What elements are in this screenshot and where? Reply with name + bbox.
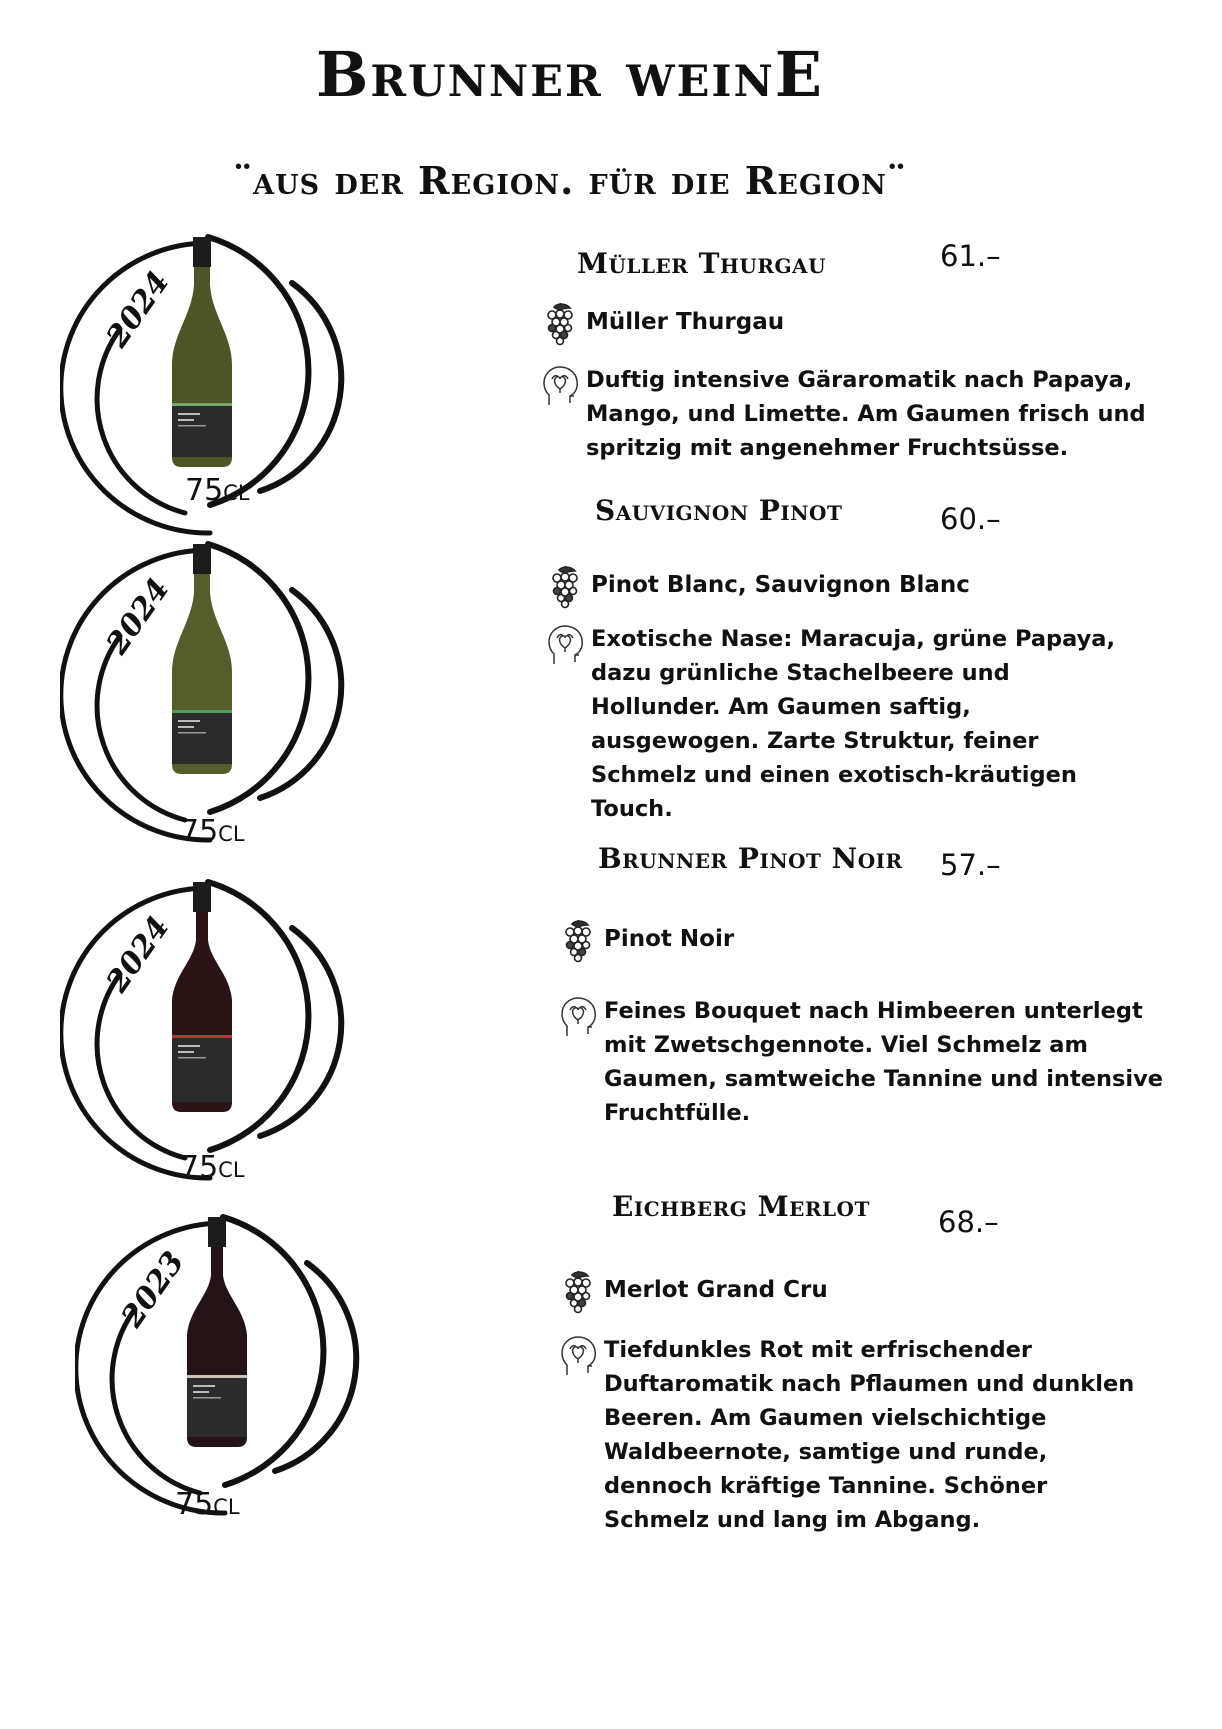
grape-variety-row [558, 916, 734, 964]
vintage-label: 2023 [114, 1245, 192, 1334]
tasting-notes: Exotische Nase: Maracuja, grüne Papaya, dazu grünliche Stachelbeere und Hollunder. Am Gaumen saftig, ausgewogen. Zarte Struktur, feiner Schmelz und einen exotisch-kräutigen Touch. [591, 626, 1116, 822]
grape-variety: Pinot Blanc, Sauvignon Blanc [591, 572, 970, 598]
wine-entry [0, 1190, 1222, 1535]
wine-entry [0, 494, 1222, 862]
head-heart-icon [558, 994, 598, 1042]
wine-price: 60.– [940, 502, 1001, 536]
wine-name: Sauvignon Pinot [595, 494, 843, 527]
vintage-label: 2024 [99, 265, 177, 354]
bottle-volume: 75cl [180, 1150, 245, 1185]
wine-price: 68.– [938, 1205, 999, 1239]
wine-name: Eichberg Merlot [612, 1190, 870, 1223]
wine-name: Brunner Pinot Noir [598, 842, 903, 875]
tasting-notes: Tiefdunkles Rot mit erfrischender Duftaromatik nach Pflaumen und dunklen Beeren. Am Gaumen vielschichtige Waldbeernote, samtige und runde, dennoch kräftige Tannine. Schöner Schmelz und lang im Abgang. [604, 1337, 1135, 1533]
tasting-notes: Feines Bouquet nach Himbeeren unterlegt mit Zwetschgennote. Viel Schmelz am Gaumen, samtweiche Tannine und intensive Fruchtfülle. [604, 998, 1164, 1126]
grape-variety-row [558, 1267, 828, 1315]
bottle-volume: 75cl [180, 814, 245, 849]
bottle-volume: 75cl [175, 1487, 240, 1522]
wine-price: 61.– [940, 239, 1001, 273]
wine-price: 57.– [940, 848, 1001, 882]
grape-variety: Merlot Grand Cru [604, 1277, 828, 1303]
page-title: Brunner weinE [315, 38, 825, 111]
wine-entry [0, 842, 1222, 1200]
wine-bottle-visual [60, 532, 430, 862]
grape-icon [558, 1267, 598, 1315]
vintage-label: 2024 [99, 572, 177, 661]
wine-bottle-visual [75, 1205, 445, 1535]
tasting-notes-row [545, 622, 1115, 826]
grape-icon [545, 562, 585, 610]
grape-icon [558, 916, 598, 964]
grape-variety: Müller Thurgau [586, 309, 785, 335]
head-heart-icon [558, 1333, 598, 1381]
bottle-volume: 75cl [185, 473, 250, 508]
vintage-label: 2024 [99, 910, 177, 999]
tasting-notes: Duftig intensive Gäraromatik nach Papaya, Mango, und Limette. Am Gaumen frisch und spritzig mit angenehmer Fruchtsüsse. [586, 367, 1146, 461]
tasting-notes-row [558, 1333, 1134, 1537]
head-heart-icon [545, 622, 585, 670]
wine-name: Müller Thurgau [577, 247, 827, 280]
wine-bottle-visual [60, 870, 430, 1200]
page-subtitle: ¨aus der Region. für die Region¨ [233, 158, 907, 203]
tasting-notes-row [558, 994, 1163, 1130]
tasting-notes-row [540, 363, 1146, 465]
grape-variety-row [540, 299, 784, 347]
head-heart-icon [540, 363, 580, 411]
grape-variety-row [545, 562, 970, 610]
grape-variety: Pinot Noir [604, 926, 735, 952]
grape-icon [540, 299, 580, 347]
